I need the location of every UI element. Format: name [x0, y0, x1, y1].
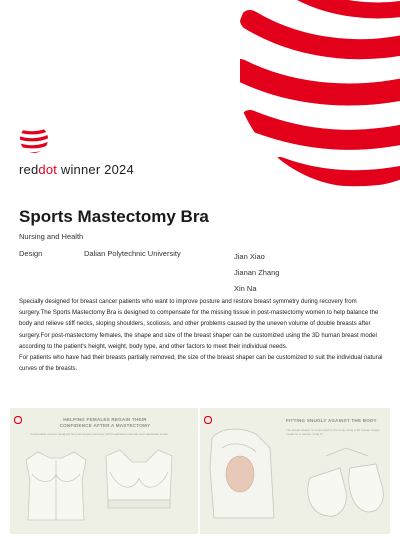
breast-shaper-illustration	[200, 408, 390, 534]
panel-body-text: Comfortable support designed for post-surgery recovery with breathable materials and adjustable straps.	[30, 432, 169, 436]
description-paragraph: Specially designed for breast cancer patients who want to improve posture and restore breast symmetry during recovery from surgery.The Sports Mastectomy Bra is designed to compensate for the missing tissue in post-mastectomy women to help balance the body and relieve stiff necks, sloping shoulders, scoliosis, and other problems caused by the uneven volume of double breasts after surgery.For post-mastectomy females, the shape and size of the breast shaper can be customized using the 3D human breast model according to the patient's height, weight, body type, and other factors to meet their individual needs.	[19, 298, 379, 350]
sports-bra-front-illustration	[10, 408, 198, 534]
product-panel-right	[200, 408, 390, 534]
project-category: Nursing and Health	[19, 232, 84, 241]
project-description	[19, 296, 385, 374]
designer-name: Jianan Zhang	[234, 268, 280, 277]
university-name: Dalian Polytechnic University	[84, 249, 181, 258]
award-title	[19, 162, 134, 177]
project-title: Sports Mastectomy Bra	[19, 207, 209, 226]
panel-heading: FITTING SNUGLY AGAINST THE BODY	[286, 418, 377, 423]
breast-shaper-insert	[226, 456, 254, 492]
product-panel-left	[10, 408, 198, 534]
panel-heading-line: HELPING FEMALES REGAIN THEIR	[63, 417, 147, 422]
designer-name: Xin Na	[234, 284, 257, 293]
product-image-panels	[10, 408, 390, 534]
reddot-logo-icon	[19, 124, 49, 154]
designer-list	[234, 249, 279, 297]
design-label: Design	[19, 249, 43, 258]
award-brand-prefix: red	[19, 162, 39, 177]
panel-heading-line: CONFIDENCE AFTER A MASTECTOMY	[59, 423, 151, 428]
reddot-ribbon-graphic	[240, 0, 400, 190]
award-brand-highlight: dot	[38, 162, 58, 177]
designer-name: Jian Xiao	[234, 252, 265, 261]
description-paragraph: For patients who have had their breasts partially removed, the size of the breast shaper can be customized to suit the individual natural curves of the breasts.	[19, 354, 383, 373]
panel-body-text: The breast shaper is customized to the body using a 3D human breast model for a natural, snug fit.	[286, 428, 380, 436]
award-year: winner 2024	[57, 162, 134, 177]
